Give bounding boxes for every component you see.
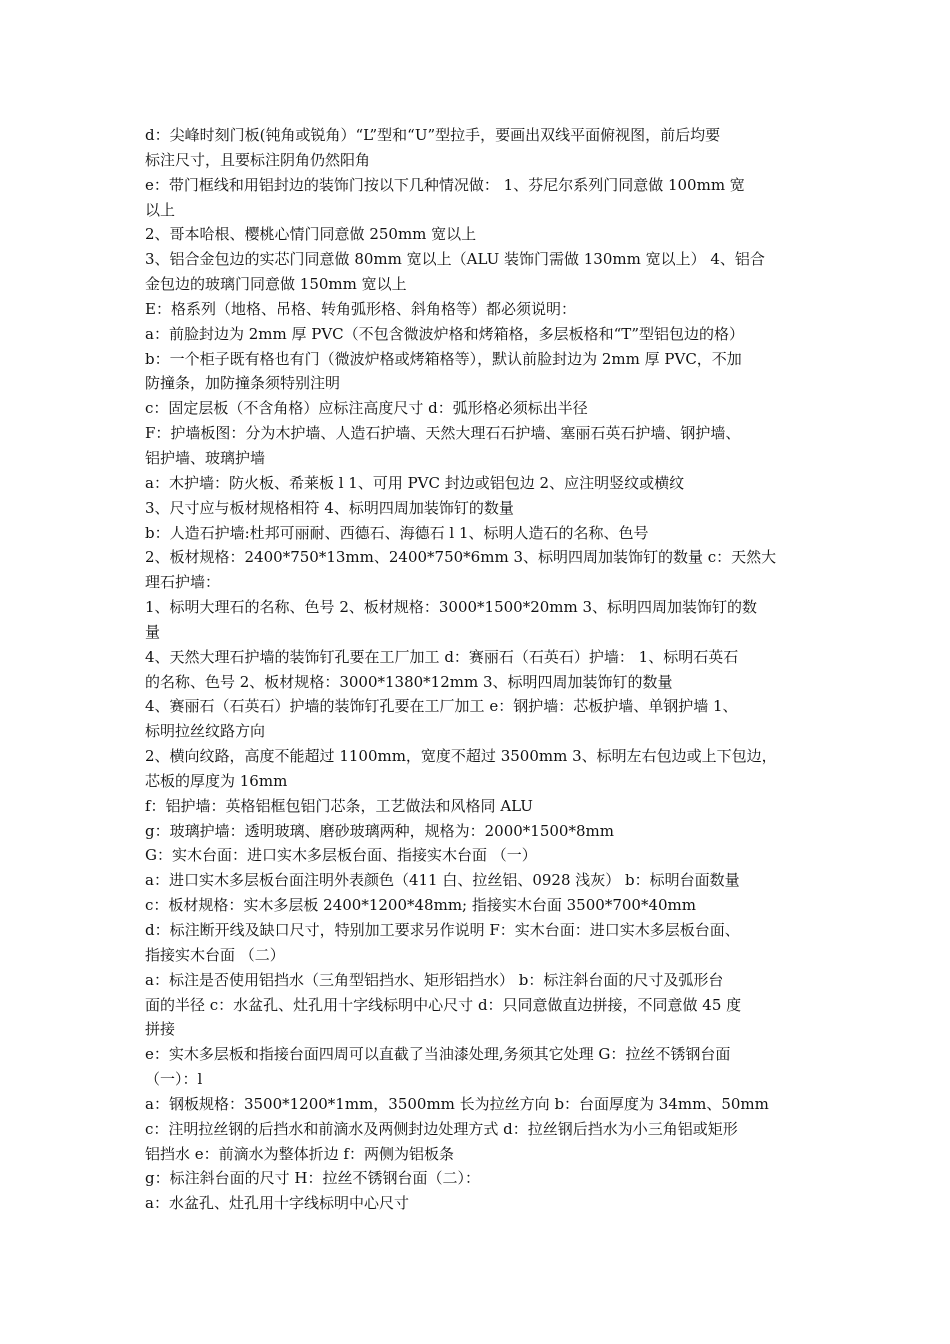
text-line: E：格系列（地格、吊格、转角弧形格、斜角格等）都必须说明： [145, 299, 576, 318]
text-line: 2、板材规格：2400*750*13mm、2400*750*6mm 3、标明四周加装饰钉的数量 c：天然大 [145, 548, 777, 567]
text-line: F：护墙板图：分为木护墙、人造石护墙、天然大理石石护墙、塞丽石英石护墙、钢护墙、 [145, 424, 741, 443]
text-line: d：标注断开线及缺口尺寸，特别加工要求另作说明 F：实木台面：进口实木多层板台面、 [145, 921, 740, 939]
text-line: 2、横向纹路，高度不能超过 1100mm，宽度不超过 3500mm 3、标明左右包边或上下包边， [145, 747, 777, 766]
text-line: f：铝护墙：英格铝框包铝门芯条，工艺做法和风格同 ALU [145, 796, 533, 815]
text-line: 芯板的厚度为 16mm [145, 771, 288, 790]
text-line: 以上 [145, 200, 176, 219]
text-line: g：标注斜台面的尺寸 H：拉丝不锈钢台面（二）： [145, 1169, 480, 1188]
text-line: G：实木台面：进口实木多层板台面、指接实木台面 （一） [145, 846, 537, 865]
text-line: 3、尺寸应与板材规格相符 4、标明四周加装饰钉的数量 [145, 498, 514, 517]
text-line: c：注明拉丝钢的后挡水和前滴水及两侧封边处理方式 d：拉丝钢后挡水为小三角铝或矩形 [145, 1119, 738, 1138]
text-line: 1、标明大理石的名称、色号 2、板材规格：3000*1500*20mm 3、标明四周加装饰钉的数 [145, 598, 758, 617]
text-line: b：人造石护墙:杜邦可丽耐、西德石、海德石 l 1、标明人造石的名称、色号 [145, 523, 649, 542]
text-line: a：木护墙：防火板、希莱板 l 1、可用 PVC 封边或铝包边 2、应注明竖纹或横纹 [145, 473, 685, 492]
text-line: 标注尺寸，且要标注阴角仍然阳角 [145, 150, 371, 169]
text-line: 4、赛丽石（石英石）护墙的装饰钉孔要在工厂加工 e：钢护墙：芯板护墙、单钢护墙 1、 [145, 697, 738, 716]
text-line: 标明拉丝纹路方向 [145, 722, 266, 741]
text-line: e：带门框线和用铝封边的装饰门按以下几种情况做： 1、芬尼尔系列门同意做 100mm 宽 [145, 175, 745, 194]
text-line: 3、铝合金包边的实芯门同意做 80mm 宽以上（ALU 装饰门需做 130mm 宽以上） 4、铝合 [145, 250, 765, 269]
text-line: 理石护墙： [145, 573, 221, 592]
text-line: a：钢板规格：3500*1200*1mm，3500mm 长为拉丝方向 b：台面厚度为 34mm、50mm [145, 1094, 769, 1113]
text-line: 的名称、色号 2、板材规格：3000*1380*12mm 3、标明四周加装饰钉的数量 [145, 672, 673, 691]
text-line: 金包边的玻璃门同意做 150mm 宽以上 [145, 275, 407, 294]
text-line: c：板材规格：实木多层板 2400*1200*48mm; 指接实木台面 3500*700*40mm [145, 896, 696, 915]
text-line: e：实木多层板和指接台面四周可以直截了当油漆处理,务须其它处理 G：拉丝不锈钢台面 [145, 1045, 731, 1064]
text-line: 2、哥本哈根、樱桃心情门同意做 250mm 宽以上 [145, 225, 477, 244]
text-line: 拼接 [145, 1020, 176, 1039]
text-line: 面的半径 c：水盆孔、灶孔用十字线标明中心尺寸 d：只同意做直边拼接，不同意做 45 度 [145, 995, 742, 1014]
text-line: （一）：l [145, 1070, 203, 1089]
text-line: 指接实木台面 （二） [145, 945, 285, 964]
text-line: a：前脸封边为 2mm 厚 PVC（不包含微波炉格和烤箱格，多层板格和“T”型铝包边的格） [145, 324, 744, 343]
text-line: c：固定层板（不含角格）应标注高度尺寸 d：弧形格必须标出半径 [145, 399, 588, 418]
text-line: b：一个柜子既有格也有门（微波炉格或烤箱格等），默认前脸封边为 2mm 厚 PVC，不加 [145, 349, 742, 368]
text-line: 4、天然大理石护墙的装饰钉孔要在工厂加工 d：赛丽石（石英石）护墙： 1、标明石英石 [145, 647, 739, 666]
text-line: 量 [145, 622, 161, 641]
text-line: d：尖峰时刻门板(钝角或锐角）“L”型和“U”型拉手，要画出双线平面俯视图，前后均要 [145, 126, 721, 144]
text-line: 铝挡水 e：前滴水为整体折边 f：两侧为铝板条 [145, 1144, 454, 1163]
text-line: g：玻璃护墙：透明玻璃、磨砂玻璃两种，规格为：2000*1500*8mm [145, 821, 614, 840]
text-line: 防撞条，加防撞条须特别注明 [145, 374, 341, 393]
text-line: a：标注是否使用铝挡水（三角型铝挡水、矩形铝挡水） b：标注斜台面的尺寸及弧形台 [145, 970, 724, 989]
text-line: 铝护墙、玻璃护墙 [145, 448, 266, 467]
document-body [145, 123, 810, 1216]
text-line: a：水盆孔、灶孔用十字线标明中心尺寸 [145, 1194, 409, 1213]
text-line: a：进口实木多层板台面注明外表颜色（411 白、拉丝铝、0928 浅灰） b：标明台面数量 [145, 871, 740, 890]
